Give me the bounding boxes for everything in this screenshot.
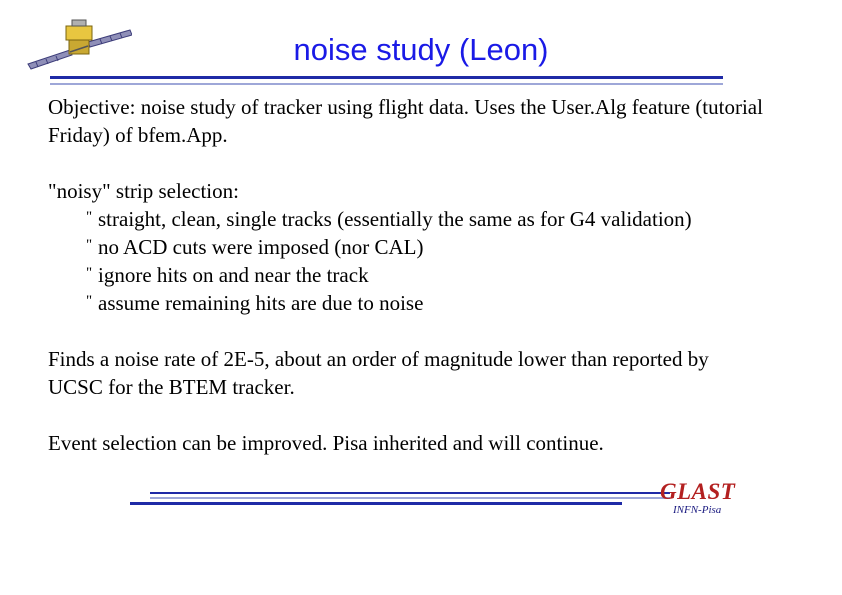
slide-title: noise study (Leon) <box>293 32 549 67</box>
selection-section <box>48 177 768 317</box>
title-underline <box>50 76 723 79</box>
selection-heading: "noisy" strip selection: <box>48 179 239 203</box>
footer-rule <box>150 492 670 494</box>
list-item <box>86 205 768 233</box>
bullet-mark-icon: " <box>86 209 93 225</box>
list-item <box>86 289 768 317</box>
bullet-text: ignore hits on and near the track <box>98 263 369 287</box>
bullet-text: assume remaining hits are due to noise <box>98 291 424 315</box>
bullet-mark-icon: " <box>86 293 93 309</box>
slide-body <box>48 93 768 457</box>
bullet-text: straight, clean, single tracks (essentially the same as for G4 validation) <box>98 207 692 231</box>
next-steps-text: Event selection can be improved. Pisa inherited and will continue. <box>48 431 604 455</box>
objective-text: Objective: noise study of tracker using flight data. Uses the User.Alg feature (tutorial Friday) of bfem.App. <box>48 95 763 147</box>
footer-rule-lower <box>130 502 622 505</box>
bullet-mark-icon: " <box>86 237 93 253</box>
selection-bullet-list <box>48 205 768 317</box>
title-underline-shadow <box>50 83 723 85</box>
list-item <box>86 261 768 289</box>
institution-label: INFN-Pisa <box>673 504 722 516</box>
list-item <box>86 233 768 261</box>
bullet-text: no ACD cuts were imposed (nor CAL) <box>98 235 424 259</box>
footer-rule-shadow <box>150 497 670 499</box>
finding-text: Finds a noise rate of 2E-5, about an order of magnitude lower than reported by UCSC for the BTEM tracker. <box>48 347 709 399</box>
bullet-mark-icon: " <box>86 265 93 281</box>
glast-logo: GLAST <box>660 479 736 504</box>
